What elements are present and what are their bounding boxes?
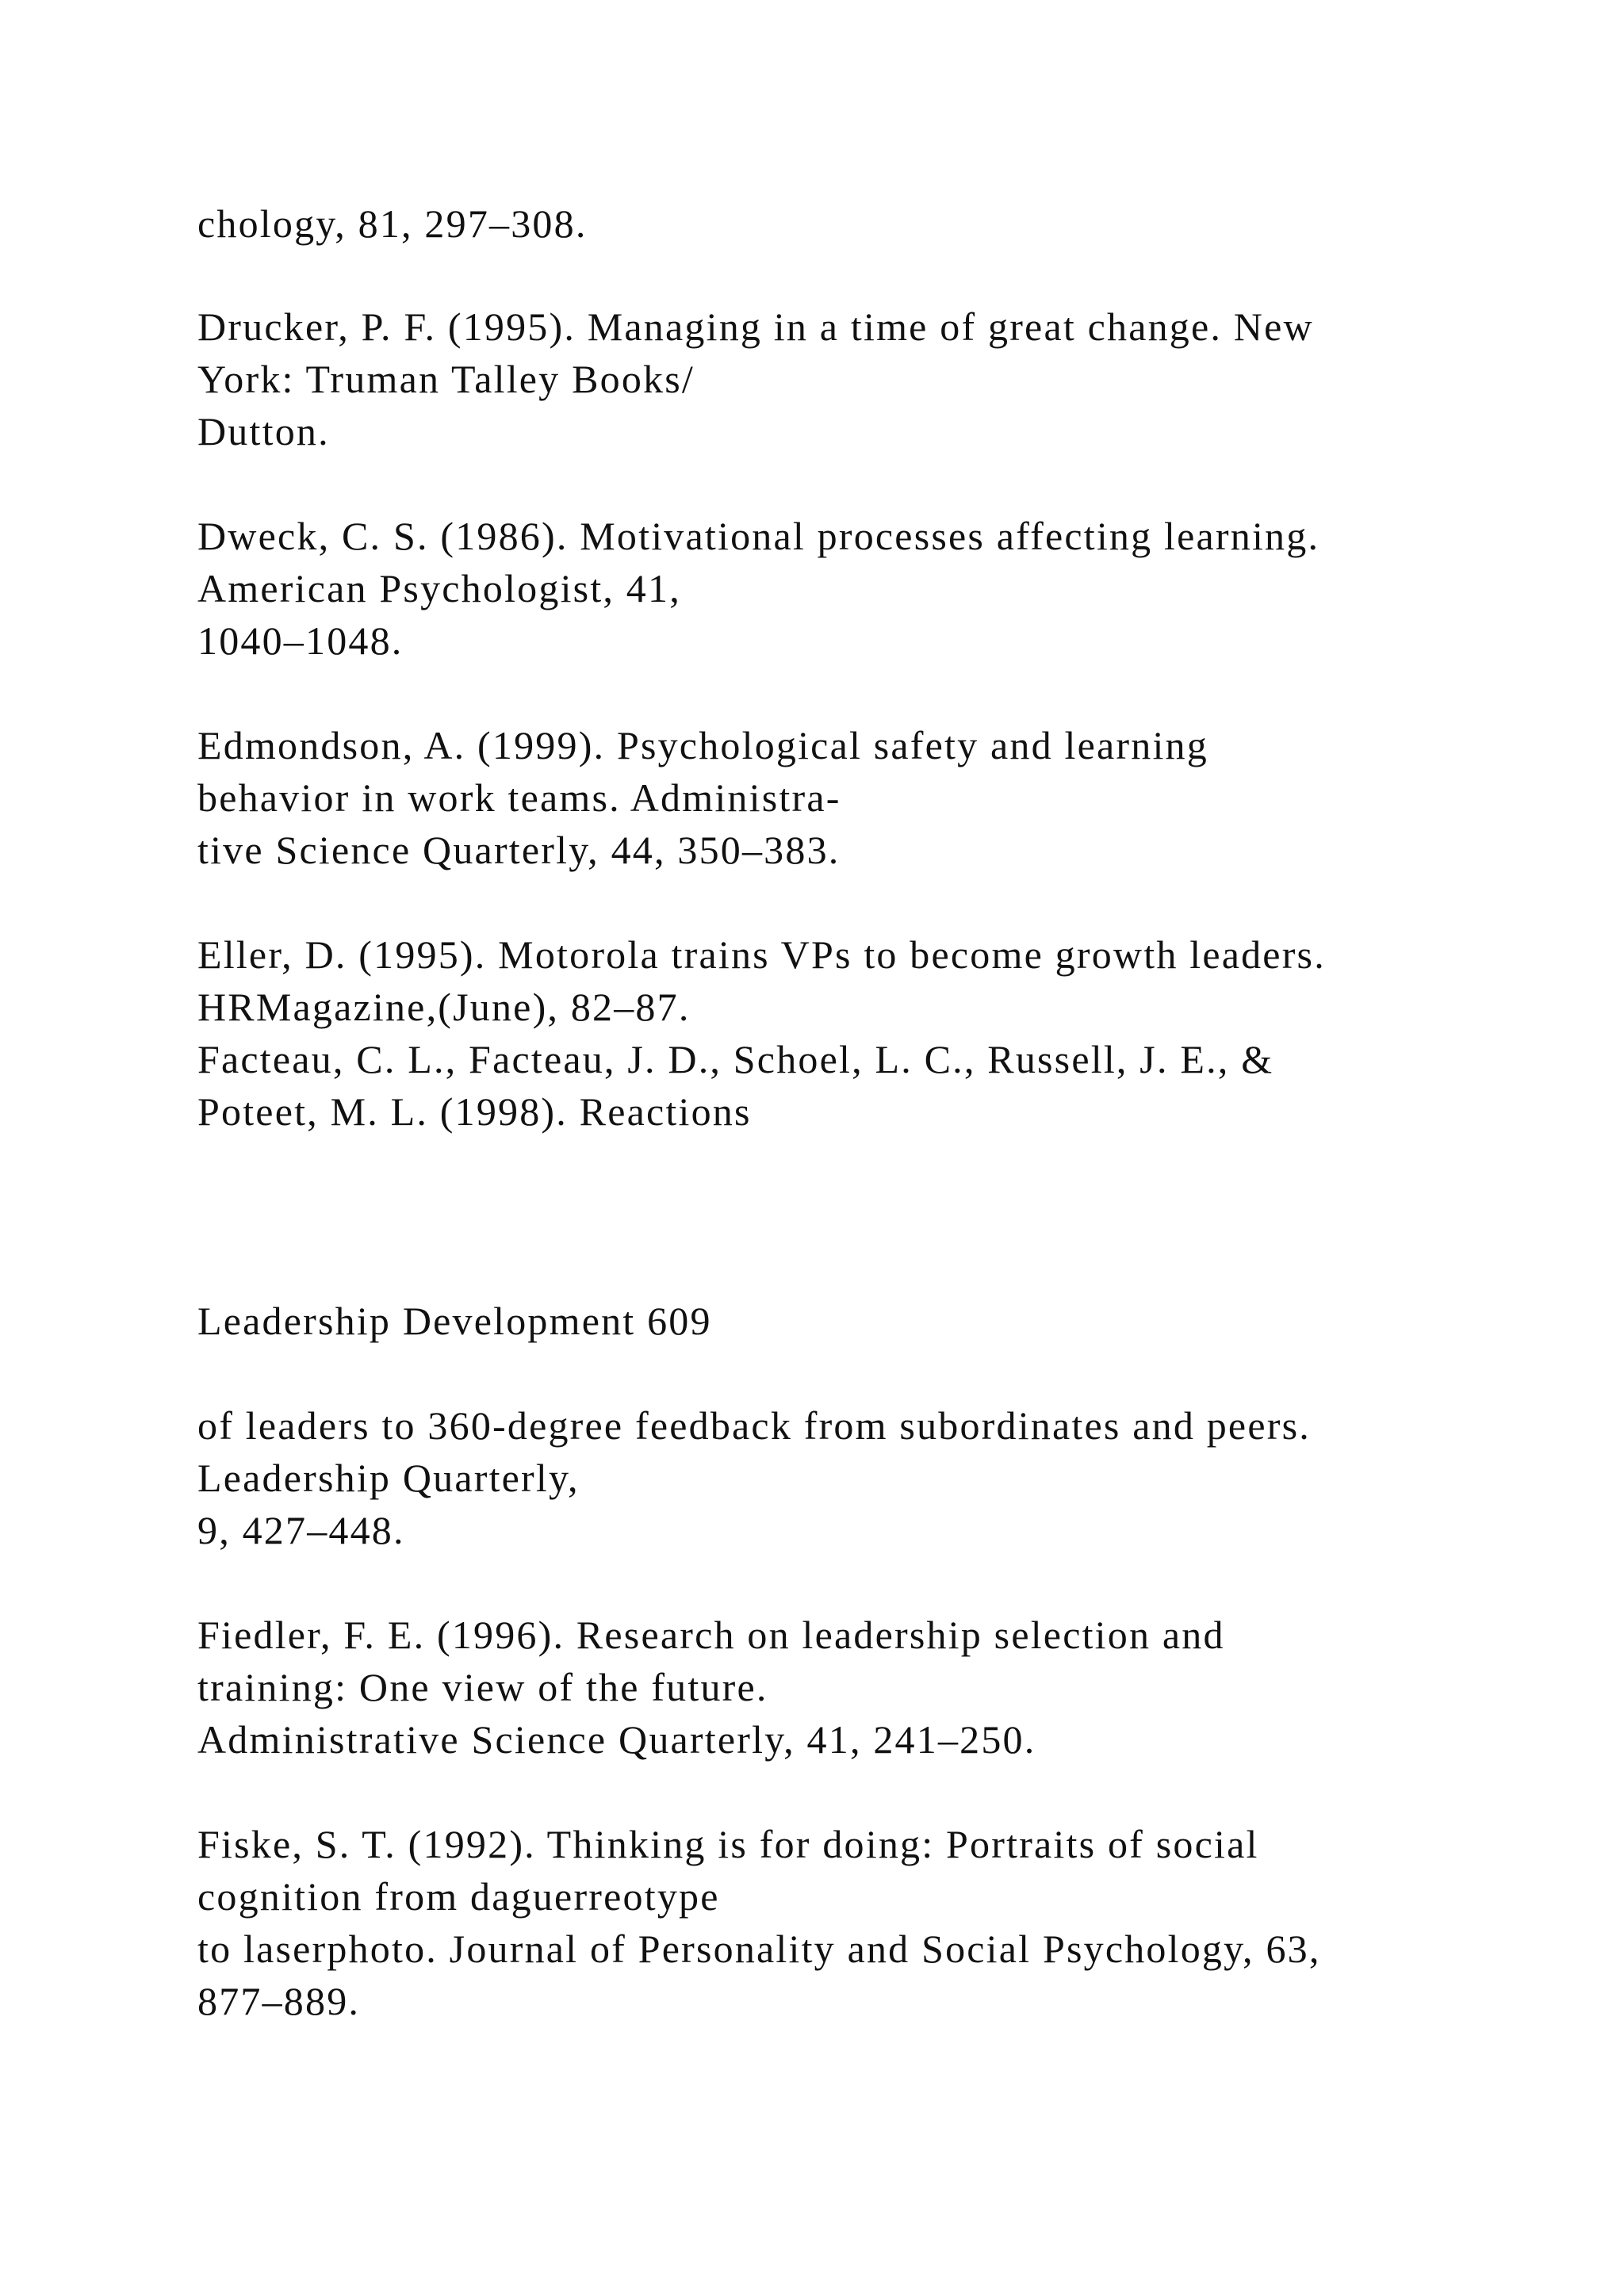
reference-line: HRMagazine,(June), 82–87.: [197, 985, 691, 1029]
reference-line: Administrative Science Quarterly, 41, 241–250.: [197, 1717, 1036, 1762]
reference-line: behavior in work teams. Administra-: [197, 775, 841, 820]
reference-line: American Psychologist, 41,: [197, 566, 681, 610]
reference-line: of leaders to 360-degree feedback from subordinates and peers.: [197, 1403, 1311, 1448]
reference-line: Facteau, C. L., Facteau, J. D., Schoel, L. C., Russell, J. E., &: [197, 1037, 1274, 1081]
reference-line: tive Science Quarterly, 44, 350–383.: [197, 828, 841, 872]
reference-line: York: Truman Talley Books/: [197, 357, 695, 401]
reference-line: training: One view of the future.: [197, 1665, 768, 1709]
reference-line: cognition from daguerreotype: [197, 1874, 720, 1919]
reference-line: Eller, D. (1995). Motorola trains VPs to become growth leaders.: [197, 932, 1326, 977]
reference-line: 1040–1048.: [197, 618, 404, 663]
reference-line: Fiske, S. T. (1992). Thinking is for doing: Portraits of social: [197, 1822, 1259, 1866]
reference-line: Drucker, P. F. (1995). Managing in a time of great change. New: [197, 304, 1314, 349]
reference-line: to laserphoto. Journal of Personality and Social Psychology, 63,: [197, 1927, 1321, 1971]
running-header: Leadership Development 609: [197, 1299, 712, 1343]
reference-line: 877–889.: [197, 1979, 361, 2023]
reference-line: Poteet, M. L. (1998). Reactions: [197, 1089, 752, 1134]
reference-line: Edmondson, A. (1999). Psychological safety and learning: [197, 723, 1208, 767]
reference-line: 9, 427–448.: [197, 1508, 405, 1552]
reference-line: chology, 81, 297–308.: [197, 201, 588, 246]
reference-line: Dutton.: [197, 409, 330, 453]
reference-line: Dweck, C. S. (1986). Motivational processes affecting learning.: [197, 514, 1320, 558]
reference-line: Leadership Quarterly,: [197, 1456, 580, 1500]
reference-line: Fiedler, F. E. (1996). Research on leadership selection and: [197, 1613, 1225, 1657]
